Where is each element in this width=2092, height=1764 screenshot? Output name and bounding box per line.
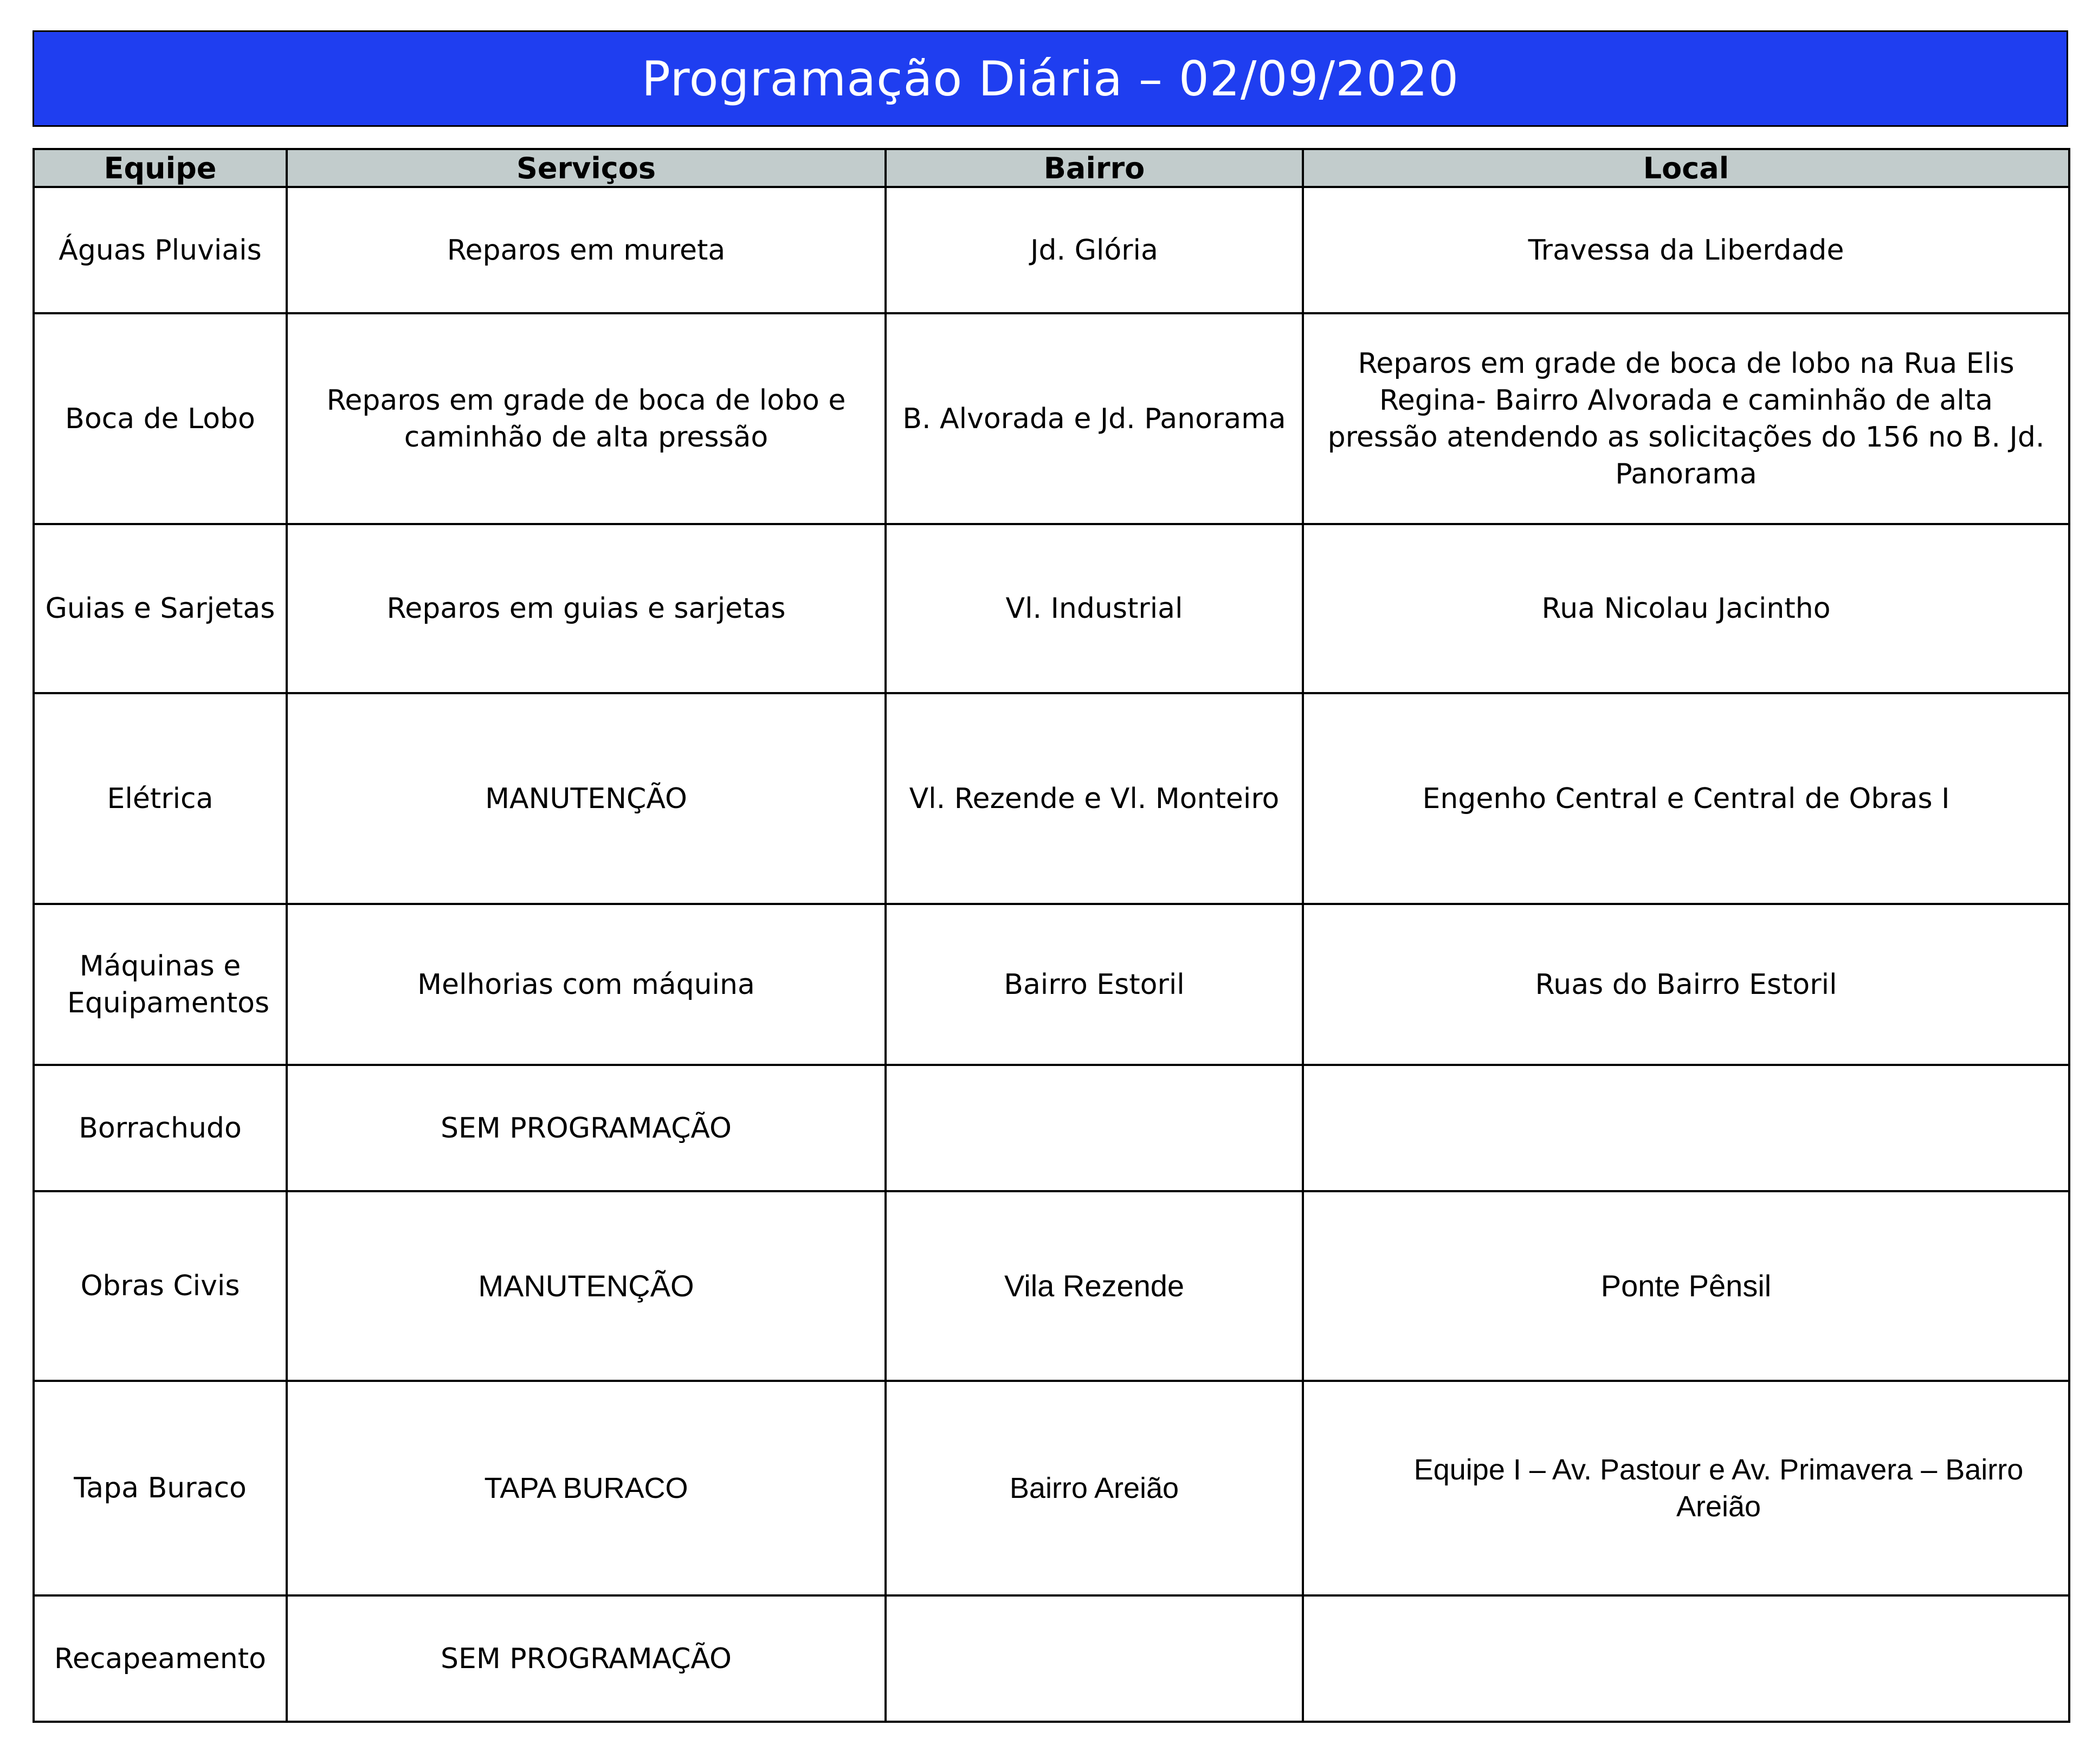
table-row xyxy=(34,1065,2069,1191)
column-header-servicos: Serviços xyxy=(287,149,886,187)
cell-servicos: MANUTENÇÃO xyxy=(287,693,886,904)
page-title: Programação Diária – 02/09/2020 xyxy=(33,30,2068,127)
cell-local: Rua Nicolau Jacintho xyxy=(1303,524,2069,693)
cell-bairro: Bairro Estoril xyxy=(886,904,1303,1065)
table-row xyxy=(34,313,2069,524)
column-header-bairro: Bairro xyxy=(886,149,1303,187)
cell-bairro: Vl. Rezende e Vl. Monteiro xyxy=(886,693,1303,904)
column-header-local: Local xyxy=(1303,149,2069,187)
cell-equipe: Recapeamento xyxy=(34,1595,287,1722)
cell-servicos: Melhorias com máquina xyxy=(287,904,886,1065)
table-header-row xyxy=(34,149,2069,187)
cell-bairro: Vila Rezende xyxy=(886,1191,1303,1381)
cell-bairro xyxy=(886,1595,1303,1722)
table-row xyxy=(34,524,2069,693)
cell-servicos: Reparos em mureta xyxy=(287,187,886,313)
cell-local: Ruas do Bairro Estoril xyxy=(1303,904,2069,1065)
cell-servicos: Reparos em grade de boca de lobo e caminhão de alta pressão xyxy=(287,313,886,524)
cell-equipe: Borrachudo xyxy=(34,1065,287,1191)
cell-bairro: B. Alvorada e Jd. Panorama xyxy=(886,313,1303,524)
cell-equipe: Tapa Buraco xyxy=(34,1381,287,1595)
cell-equipe: Máquinas e Equipamentos xyxy=(34,904,287,1065)
table-row xyxy=(34,1381,2069,1595)
table-row xyxy=(34,1191,2069,1381)
table-row xyxy=(34,1595,2069,1722)
cell-local: Engenho Central e Central de Obras I xyxy=(1303,693,2069,904)
cell-bairro: Bairro Areião xyxy=(886,1381,1303,1595)
cell-local: Ponte Pênsil xyxy=(1303,1191,2069,1381)
schedule-table xyxy=(33,148,2070,1723)
cell-bairro: Jd. Glória xyxy=(886,187,1303,313)
cell-local: Equipe I – Av. Pastour e Av. Primavera – Bairro Areião xyxy=(1303,1381,2069,1595)
table-row xyxy=(34,904,2069,1065)
table-row xyxy=(34,187,2069,313)
cell-servicos: SEM PROGRAMAÇÃO xyxy=(287,1595,886,1722)
cell-servicos: Reparos em guias e sarjetas xyxy=(287,524,886,693)
cell-servicos: TAPA BURACO xyxy=(287,1381,886,1595)
cell-servicos: SEM PROGRAMAÇÃO xyxy=(287,1065,886,1191)
cell-local xyxy=(1303,1065,2069,1191)
cell-equipe: Elétrica xyxy=(34,693,287,904)
cell-bairro xyxy=(886,1065,1303,1191)
cell-bairro: Vl. Industrial xyxy=(886,524,1303,693)
table-row xyxy=(34,693,2069,904)
cell-local: Travessa da Liberdade xyxy=(1303,187,2069,313)
cell-equipe: Obras Civis xyxy=(34,1191,287,1381)
column-header-equipe: Equipe xyxy=(34,149,287,187)
cell-equipe: Boca de Lobo xyxy=(34,313,287,524)
cell-local: Reparos em grade de boca de lobo na Rua Elis Regina- Bairro Alvorada e caminhão de alta pressão atendendo as solicitações do 156 no B. Jd. Panorama xyxy=(1303,313,2069,524)
cell-equipe: Guias e Sarjetas xyxy=(34,524,287,693)
cell-servicos: MANUTENÇÃO xyxy=(287,1191,886,1381)
cell-equipe: Águas Pluviais xyxy=(34,187,287,313)
cell-local xyxy=(1303,1595,2069,1722)
